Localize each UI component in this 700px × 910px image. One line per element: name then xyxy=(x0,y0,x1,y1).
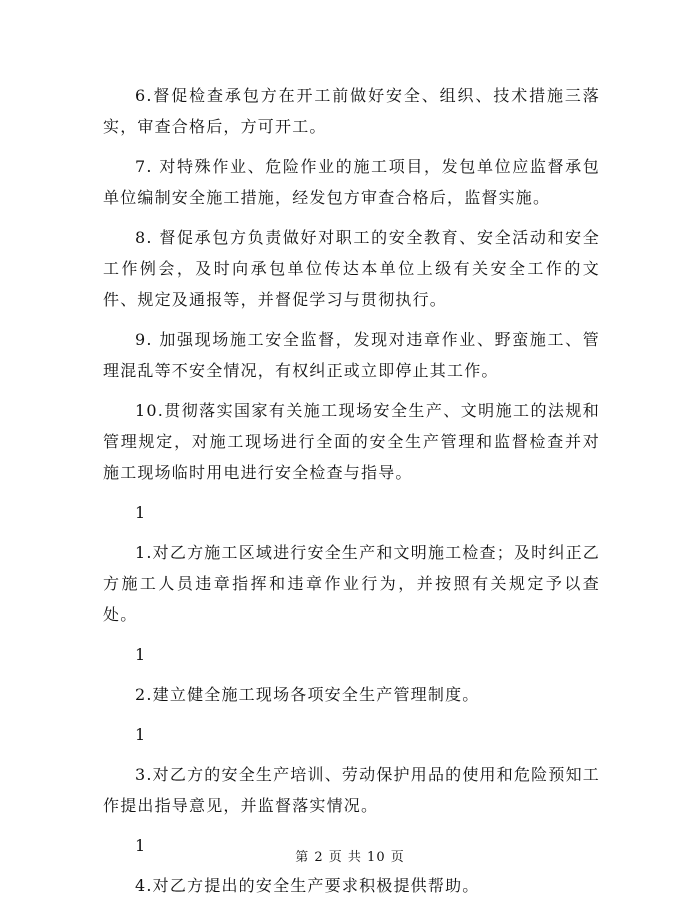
section-marker: 1 xyxy=(135,725,146,744)
paragraph-party-b-item-4: 4.对乙方提出的安全生产要求积极提供帮助。 xyxy=(135,876,480,895)
page-number-footer: 第 2 页 共 10 页 xyxy=(295,850,405,865)
paragraph-item-6: 6.督促检查承包方在开工前做好安全、组织、技术措施三落实，审查合格后，方可开工。 xyxy=(103,86,600,136)
section-marker: 1 xyxy=(135,503,146,522)
paragraph-item-8: 8. 督促承包方负责做好对职工的安全教育、安全活动和安全工作例会，及时向承包单位传达本单位上级有关安全工作的文件、规定及通报等，并督促学习与贯彻执行。 xyxy=(103,228,600,309)
paragraph-party-b-item-1: 1.对乙方施工区域进行安全生产和文明施工检查；及时纠正乙方施工人员违章指挥和违章作业行为，并按照有关规定予以查处。 xyxy=(103,543,600,624)
paragraph-item-7: 7. 对特殊作业、危险作业的施工项目，发包单位应监督承包单位编制安全施工措施，经发包方审查合格后，监督实施。 xyxy=(103,157,600,207)
paragraph-party-b-item-2: 2.建立健全施工现场各项安全生产管理制度。 xyxy=(135,685,480,704)
document-body xyxy=(103,80,600,910)
section-marker: 1 xyxy=(135,836,146,855)
paragraph-item-9: 9. 加强现场施工安全监督，发现对违章作业、野蛮施工、管理混乱等不安全情况，有权纠正或立即停止其工作。 xyxy=(103,330,600,380)
paragraph-party-b-item-3: 3.对乙方的安全生产培训、劳动保护用品的使用和危险预知工作提出指导意见，并监督落实情况。 xyxy=(103,765,600,815)
section-marker: 1 xyxy=(135,645,146,664)
paragraph-item-10: 10.贯彻落实国家有关施工现场安全生产、文明施工的法规和管理规定，对施工现场进行全面的安全生产管理和监督检查并对施工现场临时用电进行安全检查与指导。 xyxy=(103,401,600,482)
